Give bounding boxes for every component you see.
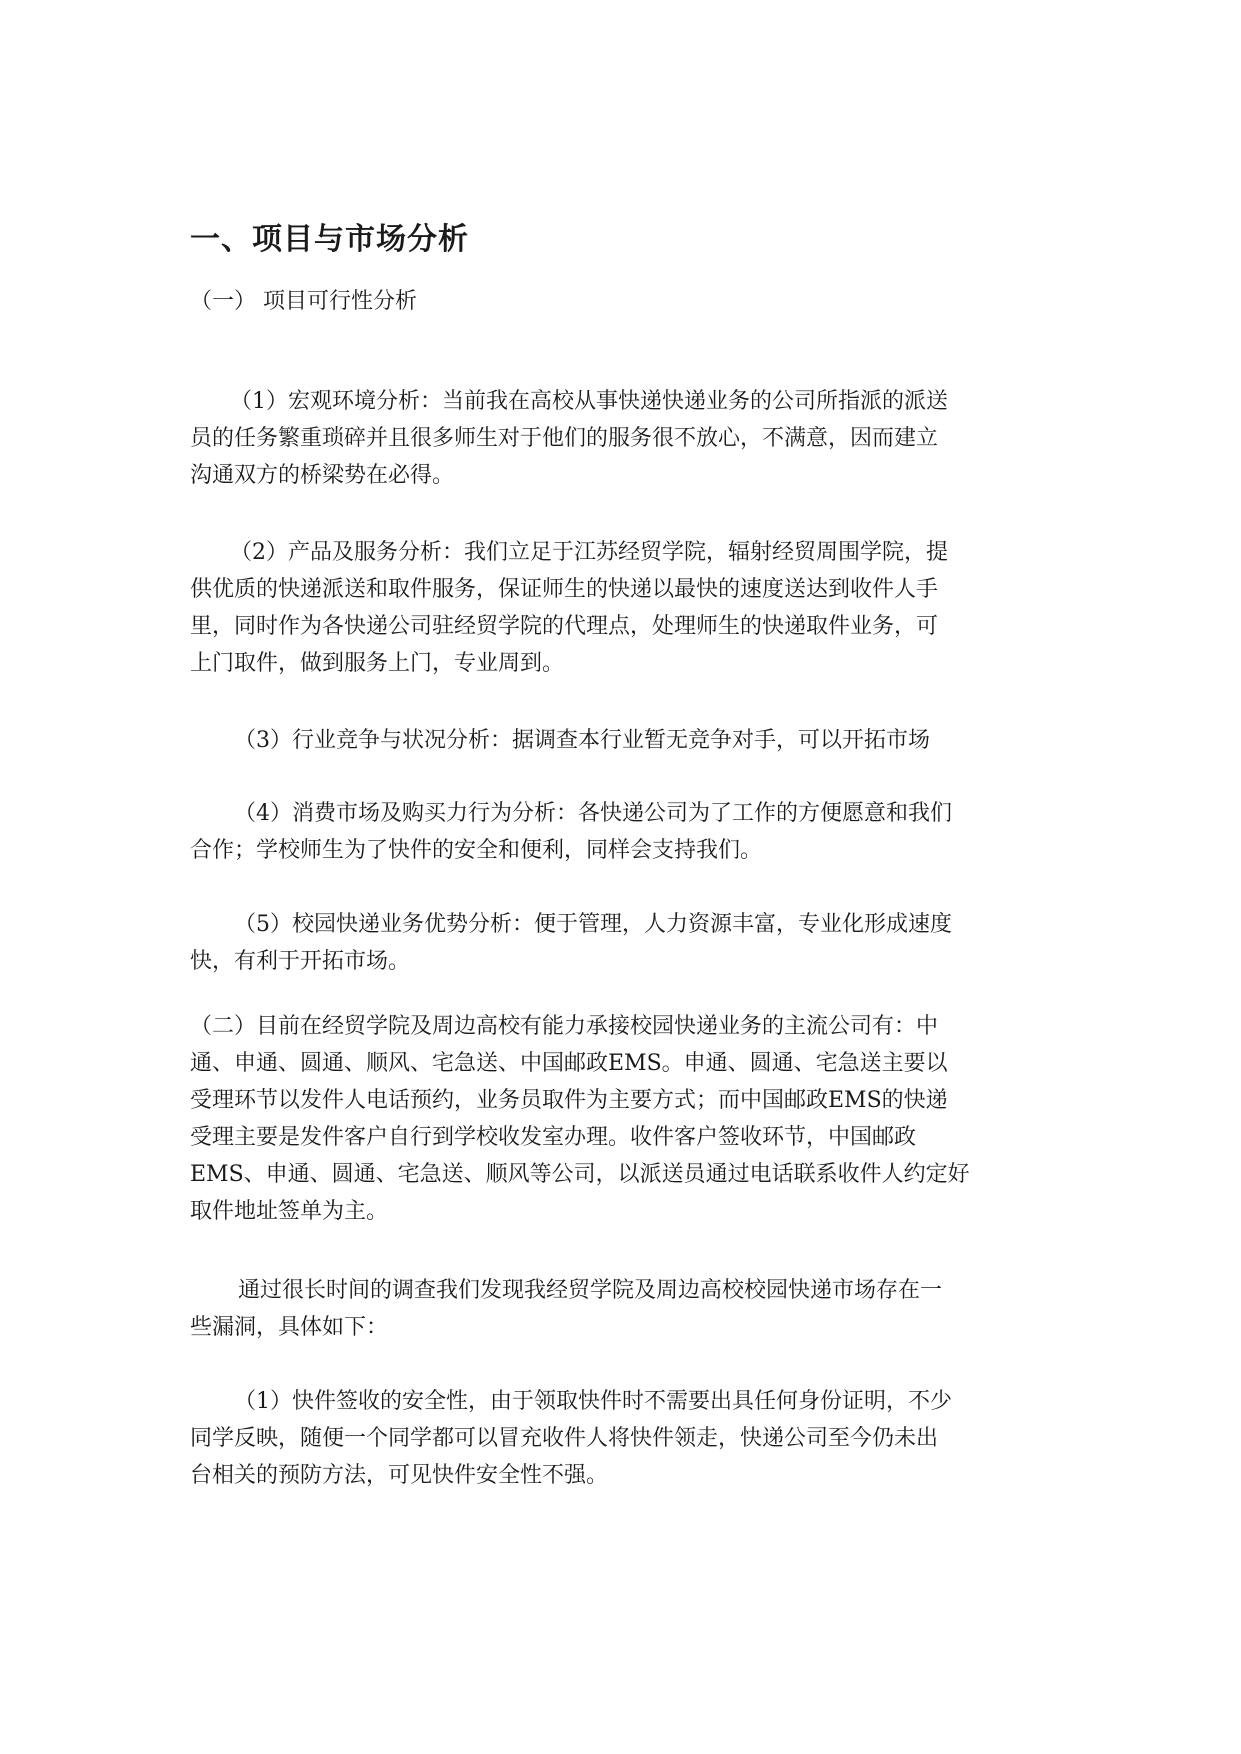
paragraph-line: 通、申通、圆通、顺风、宅急送、中国邮政EMS。申通、圆通、宅急送主要以 [190,1051,948,1076]
paragraph-line: 受理环节以发件人电话预约，业务员取件为主要方式；而中国邮政EMS的快递 [190,1088,948,1113]
paragraph-line: （5）校园快递业务优势分析：便于管理，人力资源丰富，专业化形成速度 [234,912,952,937]
paragraph-line: 取件地址签单为主。 [190,1199,389,1224]
paragraph-line: 快，有利于开拓市场。 [190,949,411,974]
paragraph-line: 受理主要是发件客户自行到学校收发室办理。收件客户签收环节，中国邮政 [190,1125,917,1150]
paragraph-line: 些漏洞，具体如下： [190,1315,389,1340]
paragraph-line: 员的任务繁重琐碎并且很多师生对于他们的服务很不放心，不满意，因而建立 [190,426,939,451]
paragraph-line: （二）目前在经贸学院及周边高校有能力承接校园快递业务的主流公司有：中 [190,1014,939,1039]
paragraph-consumer-market [190,795,1052,869]
paragraph-industry-competition [190,722,1052,759]
paragraph-delivery-safety [190,1383,1052,1494]
paragraph-macro-environment [190,383,1052,494]
paragraph-line: 通过很长时间的调查我们发现我经贸学院及周边高校校园快递市场存在一 [238,1278,943,1303]
paragraph-line: 供优质的快递派送和取件服务，保证师生的快递以最快的速度送达到收件人手 [190,577,939,602]
paragraph-line: EMS、申通、圆通、宅急送、顺风等公司，以派送员通过电话联系收件人约定好 [190,1162,970,1187]
paragraph-survey-findings [190,1272,1052,1346]
paragraph-line: 里，同时作为各快递公司驻经贸学院的代理点，处理师生的快递取件业务，可 [190,614,939,639]
paragraph-line: （4）消费市场及购买力行为分析：各快递公司为了工作的方便愿意和我们 [234,801,952,826]
paragraph-line: 合作；学校师生为了快件的安全和便利，同样会支持我们。 [190,838,763,863]
paragraph-mainstream-companies [190,1008,1052,1230]
paragraph-line: （1）快件签收的安全性，由于领取快件时不需要出具任何身份证明，不少 [234,1389,952,1414]
section-heading: 一、项目与市场分析 [190,222,469,257]
paragraph-line: 同学反映，随便一个同学都可以冒充收件人将快件领走，快递公司至今仍未出 [190,1426,939,1451]
subsection-heading: （一） 项目可行性分析 [190,289,417,314]
paragraph-product-service [190,534,1052,682]
paragraph-campus-advantage [190,906,1052,980]
paragraph-line: 上门取件，做到服务上门，专业周到。 [190,651,565,676]
paragraph-line: （3）行业竞争与状况分析：据调查本行业暂无竞争对手，可以开拓市场 [234,728,930,753]
paragraph-line: （1）宏观环境分析：当前我在高校从事快递快递业务的公司所指派的派送 [230,389,948,414]
paragraph-line: 沟通双方的桥梁势在必得。 [190,463,455,488]
paragraph-line: 台相关的预防方法，可见快件安全性不强。 [190,1463,609,1488]
paragraph-line: （2）产品及服务分析：我们立足于江苏经贸学院，辐射经贸周围学院，提 [230,540,948,565]
